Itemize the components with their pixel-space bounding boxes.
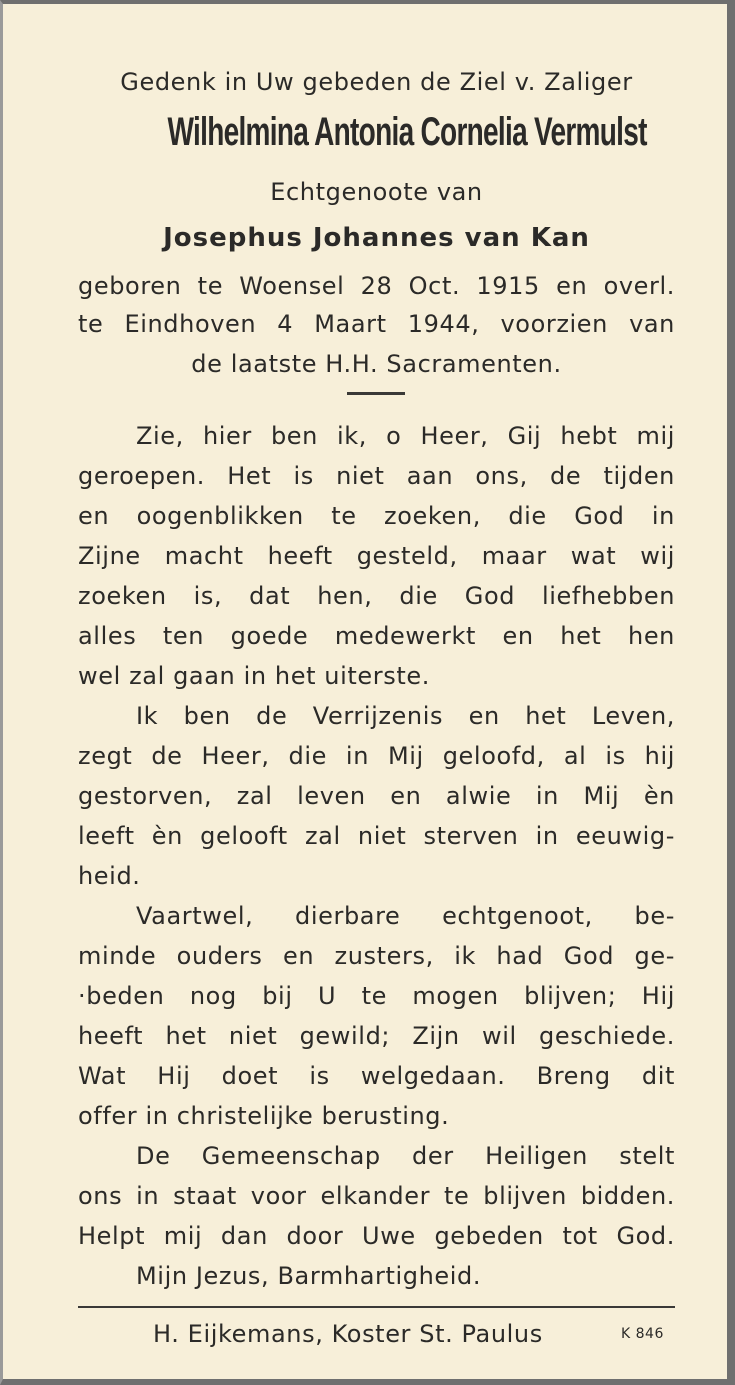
print-code: K 846 [621,1326,664,1342]
body-line: heeft het niet gewild; Zijn wil geschiede. [78,1022,675,1050]
body-line: Helpt mij dan door Uwe gebeden tot God. [78,1222,675,1250]
birth-line-1: geboren te Woensel 28 Oct. 1915 en overl. [78,272,675,300]
birth-line-3: de laatste H.H. Sacramenten. [191,350,562,378]
body-line: Zijne macht heeft gesteld, maar wat wij [78,542,675,570]
body-line: Wat Hij doet is welgedaan. Breng dit [78,1062,675,1090]
footer-rule [78,1306,675,1308]
body-line: offer in christelijke berusting. [78,1102,450,1130]
body-line: zegt de Heer, die in Mij geloofd, al is hij [78,742,675,770]
intro-line: Gedenk in Uw gebeden de Ziel v. Zaliger [120,68,633,96]
body-line: en oogenblikken te zoeken, die God in [78,502,675,530]
body-line: Ik ben de Verrijzenis en het Leven, [136,702,675,730]
body-line: minde ouders en zusters, ik had God ge- [78,942,675,970]
deceased-name: Wilhelmina Antonia Cornelia Vermulst [167,110,647,154]
body-line: Vaartwel, dierbare echtgenoot, be- [136,902,675,930]
body-line: ·beden nog bij U te mogen blijven; Hij [78,982,675,1010]
body-line: gestorven, zal leven en alwie in Mij èn [78,782,675,810]
body-line: heid. [78,862,141,890]
birth-line-2: te Eindhoven 4 Maart 1944, voorzien van [78,310,675,338]
body-line: ons in staat voor elkander te blijven bidden. [78,1182,675,1210]
spouse-label: Echtgenoote van [270,178,483,206]
body-line: Mijn Jezus, Barmhartigheid. [136,1262,482,1290]
ornament-divider [347,392,405,395]
printer-line: H. Eijkemans, Koster St. Paulus [153,1320,543,1348]
body-line: Zie, hier ben ik, o Heer, Gij hebt mij [136,422,675,450]
body-line: alles ten goede medewerkt en het hen [78,622,675,650]
body-line: geroepen. Het is niet aan ons, de tijden [78,462,675,490]
spouse-name: Josephus Johannes van Kan [163,223,590,253]
body-line: wel zal gaan in het uiterste. [78,662,430,690]
body-line: leeft èn gelooft zal niet sterven in eeuwig- [78,822,675,850]
body-line: zoeken is, dat hen, die God liefhebben [78,582,675,610]
body-line: De Gemeenschap der Heiligen stelt [136,1142,675,1170]
